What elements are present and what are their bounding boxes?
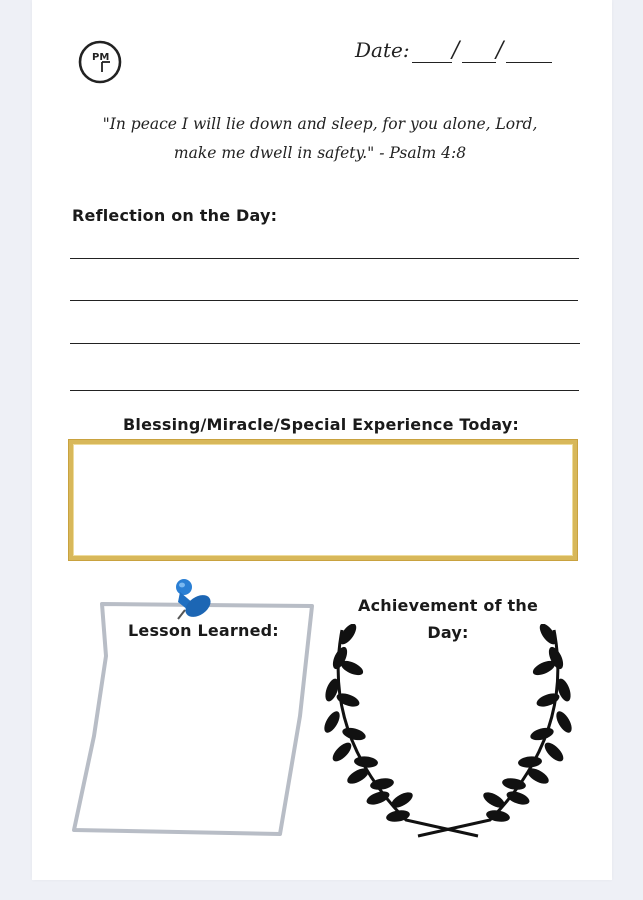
clock-icon (72, 40, 128, 84)
achievement-line-1: Achievement of the (357, 596, 539, 615)
achievement-line-2: Day: (427, 623, 469, 642)
date-month-line[interactable] (412, 62, 452, 63)
lesson-heading: Lesson Learned: (128, 621, 279, 640)
clock-text: PM (92, 52, 110, 63)
scripture-quote (80, 110, 560, 168)
push-pin-icon (170, 576, 216, 622)
reflection-line-3[interactable] (70, 343, 580, 344)
reflection-line-4[interactable] (70, 390, 579, 391)
blessing-box[interactable] (69, 440, 577, 560)
date-day-line[interactable] (462, 62, 496, 63)
reflection-line-1[interactable] (70, 258, 579, 259)
laurel-wreath-icon (318, 624, 578, 838)
date-slash-2: / (496, 38, 504, 63)
quote-line-1: "In peace I will lie down and sleep, for you alone, Lord, (102, 115, 538, 133)
reflection-heading: Reflection on the Day: (72, 206, 278, 225)
date-label: Date: (355, 38, 410, 62)
blessing-heading: Blessing/Miracle/Special Experience Today: (123, 415, 520, 434)
quote-line-2: make me dwell in safety." - Psalm 4:8 (173, 144, 467, 162)
date-slash-1: / (452, 38, 460, 63)
reflection-line-2[interactable] (70, 300, 578, 301)
date-year-line[interactable] (506, 62, 552, 63)
